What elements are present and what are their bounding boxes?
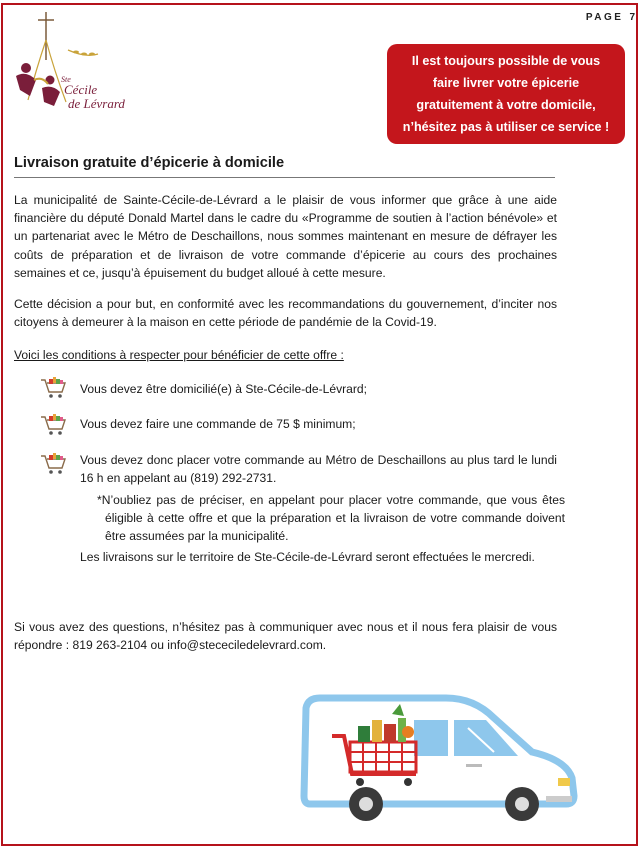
conditions-heading: Voici les conditions à respecter pour bénéficier de cette offre : bbox=[14, 348, 344, 362]
title-divider bbox=[14, 177, 555, 178]
intro-paragraph: La municipalité de Sainte-Cécile-de-Lévrard a le plaisir de vous informer que grâce à une aide financière du député Donald Martel dans le cadre du «Programme de soutien à l’action bénévole» et un partenariat avec le Métro de Deschaillons, nous sommes maintenant en mesure de défrayer les coûts de préparation et de livraison de votre commande d’épicerie au cours des prochaines semaines et ce, jusqu’à épuisement du budget alloué à cette mesure. bbox=[14, 193, 557, 280]
article-title: Livraison gratuite d’épicerie à domicile bbox=[14, 155, 285, 171]
note-paragraph: *N’oubliez pas de préciser, en appelant pour placer votre commande, que vous êtes éligible à cette offre et que la préparation et la livraison de votre commande doivent être assumées par la municipalité. bbox=[97, 493, 565, 544]
municipal-logo bbox=[6, 10, 138, 118]
promo-callout: Il est toujours possible de vous faire livrer votre épicerie gratuitement à votre domicile, n’hésitez pas à utiliser ce service ! bbox=[387, 44, 625, 144]
shopping-cart-icon bbox=[40, 376, 68, 400]
delivery-van-illustration bbox=[296, 690, 586, 822]
condition-item: Vous devez faire une commande de 75 $ minimum; bbox=[80, 417, 356, 431]
contact-paragraph: Si vous avez des questions, n’hésitez pas à communiquer avec nous et il nous fera plaisir de vous répondre : 819 263-2104 ou info@stececiledelevrard.com. bbox=[14, 620, 557, 653]
shopping-cart-icon bbox=[40, 452, 68, 476]
shopping-cart-icon bbox=[40, 413, 68, 437]
svg-text:Ste: Ste bbox=[61, 75, 71, 84]
condition-item: Vous devez donc placer votre commande au Métro de Deschaillons au plus tard le lundi 16 h en appelant au (819) 292-2731. bbox=[80, 453, 557, 486]
svg-text:de Lévrard: de Lévrard bbox=[68, 96, 125, 111]
page-number: PAGE 7 bbox=[585, 12, 635, 23]
svg-text:Cécile: Cécile bbox=[64, 82, 98, 97]
delivery-paragraph: Les livraisons sur le territoire de Ste-Cécile-de-Lévrard seront effectuées le mercredi. bbox=[80, 550, 535, 564]
purpose-paragraph: Cette décision a pour but, en conformité avec les recommandations du gouvernement, d’inciter nos citoyens à demeurer à la maison en cette période de pandémie de la Covid-19. bbox=[14, 297, 557, 330]
condition-item: Vous devez être domicilié(e) à Ste-Cécile-de-Lévrard; bbox=[80, 382, 368, 396]
